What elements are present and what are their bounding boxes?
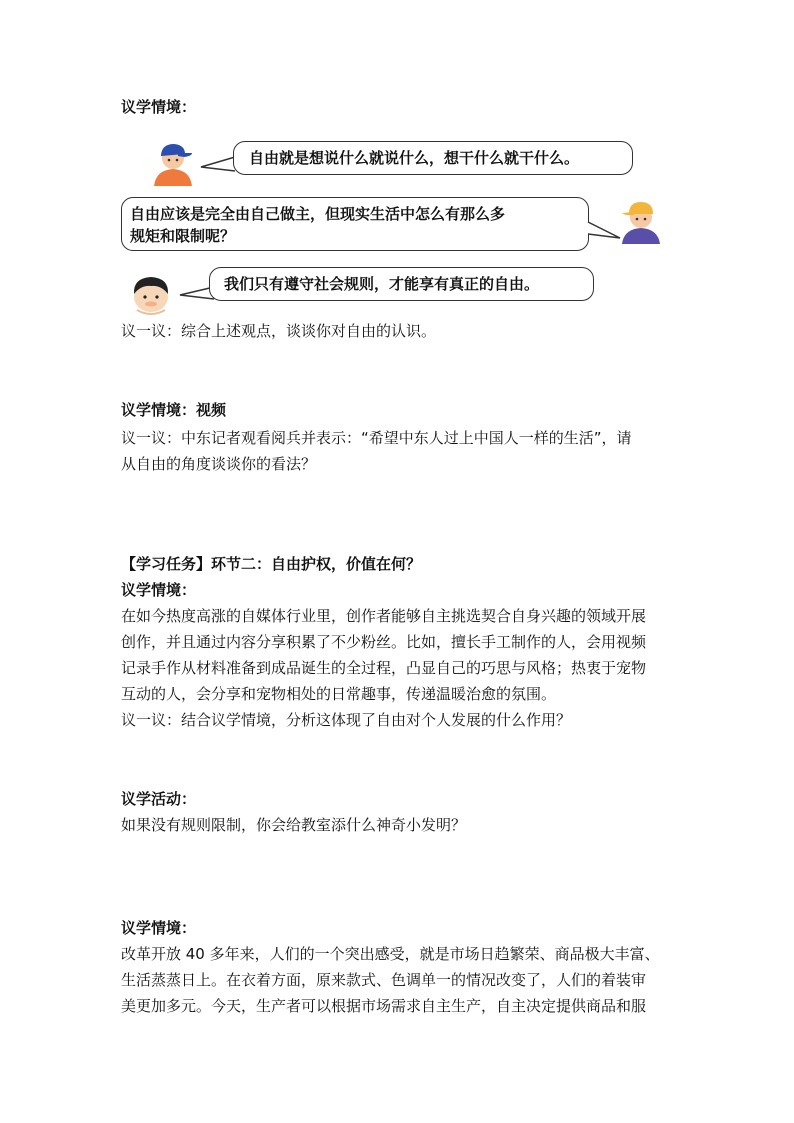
bubble-2-line-1: 自由应该是完全由自己做主，但现实生活中怎么有那么多 [130, 205, 506, 223]
section-heading: 议学情境： [121, 581, 197, 599]
section-heading: 议学情境： [121, 919, 197, 937]
section-heading: 议学活动： [121, 790, 197, 808]
section-heading: 议学情境：视频 [121, 401, 227, 419]
discuss-prompt-line-2: 从自由的角度谈谈你的看法？ [121, 455, 317, 473]
discuss-prompt: 议一议：综合上述观点，谈谈你对自由的认识。 [121, 322, 437, 340]
paragraph-line: 创作，并且通过内容分享积累了不少粉丝。比如，擅长手工制作的人，会用视频 [121, 633, 647, 651]
section-heading: 议学情境： [121, 98, 197, 116]
boy-blue-cap-avatar-icon [150, 140, 196, 186]
paragraph-line: 在如今热度高涨的自媒体行业里，创作者能够自主挑选契合自身兴趣的领域开展 [121, 607, 647, 625]
discuss-prompt-line-1: 议一议：中东记者观看阅兵并表示：“希望中东人过上中国人一样的生活”，请 [121, 429, 632, 447]
speech-bubble-3: 我们只有遵守社会规则，才能享有真正的自由。 [209, 267, 594, 301]
speech-bubble-2 [121, 197, 589, 251]
boy-yellow-cap-avatar-icon [618, 198, 664, 244]
task-title: 【学习任务】环节二：自由护权，价值在何？ [121, 555, 422, 573]
speech-bubble-1: 自由就是想说什么就说什么，想干什么就干什么。 [233, 141, 633, 175]
discuss-prompt: 议一议：结合议学情境，分析这体现了自由对个人发展的什么作用？ [121, 711, 572, 729]
paragraph-line: 生活蒸蒸日上。在衣着方面，原来款式、色调单一的情况改变了，人们的着装审 [121, 971, 647, 989]
boy-black-hair-avatar-icon [127, 270, 175, 316]
paragraph-line: 记录手作从材料准备到成品诞生的全过程，凸显自己的巧思与风格；热衷于宠物 [121, 659, 647, 677]
bubble-2-line-2: 规矩和限制呢？ [130, 227, 236, 245]
paragraph-line: 互动的人，会分享和宠物相处的日常趣事，传递温暖治愈的氛围。 [121, 685, 557, 703]
activity-text: 如果没有规则限制，你会给教室添什么神奇小发明？ [121, 816, 467, 834]
paragraph-line: 改革开放 40 多年来，人们的一个突出感受，就是市场日趋繁荣、商品极大丰富、 [121, 945, 660, 963]
paragraph-line: 美更加多元。今天，生产者可以根据市场需求自主生产，自主决定提供商品和服 [121, 997, 647, 1015]
